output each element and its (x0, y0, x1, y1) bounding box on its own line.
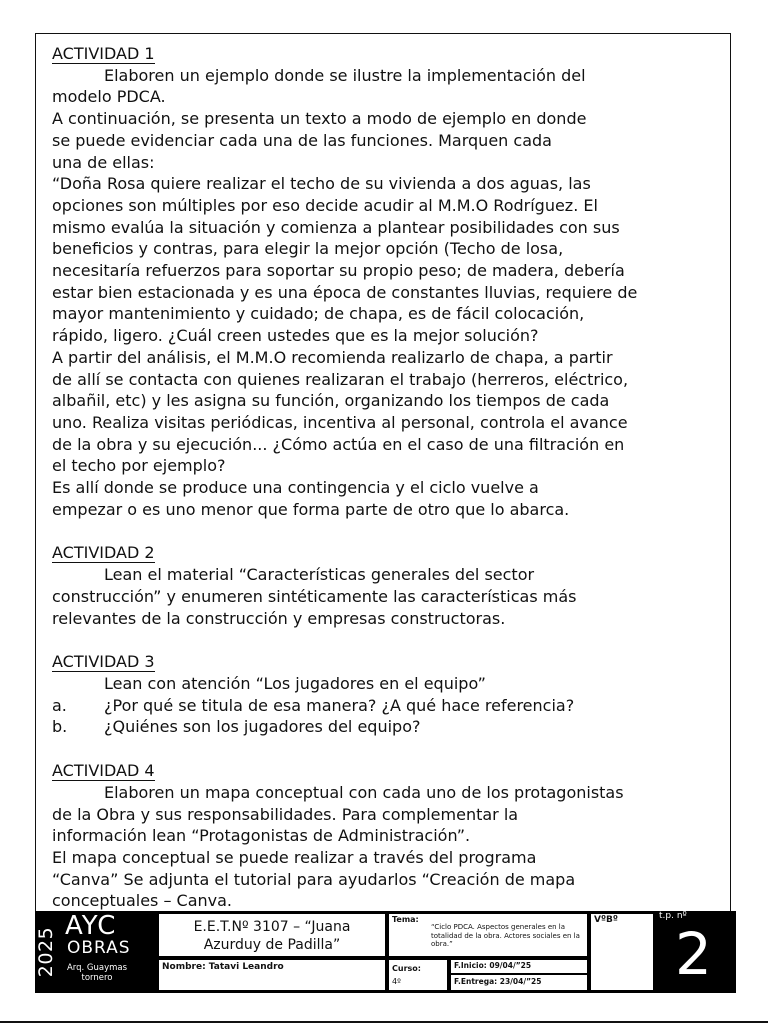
text-line: Lean el material “Características generales del sector (104, 565, 535, 585)
text-line: necesitaría refuerzos para soportar su propio peso; de madera, debería (52, 261, 625, 281)
title-block (35, 911, 736, 993)
start-date: F.Inicio: 09/04/”25 (451, 960, 587, 973)
text-line: de la obra y su ejecución... ¿Cómo actúa en el caso de una filtración en (52, 434, 625, 454)
text-line: beneficios y contras, para elegir la mejor opción (Techo de losa, (52, 239, 564, 259)
text-line: empezar o es uno menor que forma parte de otro que lo abarca. (52, 499, 570, 519)
activity-heading: ACTIVIDAD 4 (52, 761, 155, 781)
text-line: A continuación, se presenta un texto a modo de ejemplo en donde (52, 109, 587, 129)
text-line: A partir del análisis, el M.M.O recomienda realizarlo de chapa, a partir (52, 347, 613, 367)
text-line: conceptuales – Canva. (52, 891, 233, 911)
year-label: 2025 (35, 926, 57, 978)
text-line: relevantes de la construcción y empresas constructoras. (52, 608, 506, 628)
approval-box: VºBº (591, 914, 653, 990)
topic-text: “Ciclo PDCA. Aspectos generales en la totalidad de la obra. Actores sociales en la obra.” (431, 923, 580, 948)
list-marker: b. (52, 717, 68, 737)
document-body (52, 43, 662, 912)
due-date: F.Entrega: 23/04/”25 (451, 975, 587, 990)
text-line: Elaboren un ejemplo donde se ilustre la implementación del (104, 65, 586, 85)
text-line: “Canva” Se adjunta el tutorial para ayudarlos “Creación de mapa (52, 869, 576, 889)
section-gap (52, 738, 662, 760)
bottom-rule (0, 1021, 768, 1023)
heading-line (52, 43, 662, 65)
text-line: uno. Realiza visitas periódicas, incentiva al personal, controla el avance (52, 412, 628, 432)
text-line: de la Obra y sus responsabilidades. Para complementar la (52, 804, 519, 824)
school-box (159, 914, 385, 956)
section-gap (52, 629, 662, 651)
list-item (52, 716, 662, 738)
activity-heading: ACTIVIDAD 1 (52, 44, 155, 63)
tp-number: 2 (675, 920, 712, 988)
list-text: ¿Quiénes son los jugadores del equipo? (104, 717, 421, 737)
text-line: albañil, etc) y les asigna su función, organizando los tiempos de cada (52, 391, 610, 411)
student-name: Nombre: Tatavi Leandro (159, 960, 385, 990)
text-line: una de ellas: (52, 152, 155, 172)
text-line: de allí se contacta con quienes realizaran el trabajo (herreros, eléctrico, (52, 369, 629, 389)
activity-heading: ACTIVIDAD 2 (52, 543, 155, 563)
list-text: ¿Por qué se titula de esa manera? ¿A qué hace referencia? (104, 695, 575, 715)
list-marker: a. (52, 695, 67, 715)
list-item (52, 695, 662, 717)
text-line: estar bien estacionada y es una época de constantes lluvias, requiere de (52, 282, 638, 302)
text-line: “Doña Rosa quiere realizar el techo de su vivienda a dos aguas, las (52, 174, 591, 194)
logo-ayc: AYC (65, 911, 117, 941)
text-line: información lean “Protagonistas de Administración”. (52, 826, 471, 846)
course-value: 4º (392, 977, 401, 986)
text-line: rápido, ligero. ¿Cuál creen ustedes que es la mejor solución? (52, 326, 539, 346)
logo-caption: Arq. Guaymas tornero (66, 963, 128, 983)
topic-box (389, 914, 587, 956)
text-line: el techo por ejemplo? (52, 456, 226, 476)
text-line: opciones son múltiples por eso decide acudir al M.M.O Rodríguez. El (52, 195, 598, 215)
logo-obras: OBRAS (67, 938, 131, 958)
section-gap (52, 520, 662, 542)
text-line: Elaboren un mapa conceptual con cada uno de los protagonistas (104, 782, 624, 802)
text-line: mismo evalúa la situación y comienza a plantear posibilidades con sus (52, 217, 620, 237)
heading-line (52, 651, 662, 673)
school-line-2: Azurduy de Padilla” (203, 937, 341, 953)
heading-line (52, 760, 662, 782)
text-line: mayor mantenimiento y cuidado; de chapa, es de fácil colocación, (52, 304, 585, 324)
text-line: Es allí donde se produce una contingencia y el ciclo vuelve a (52, 478, 539, 498)
course-label: Curso: (392, 964, 421, 973)
text-line: El mapa conceptual se puede realizar a través del programa (52, 847, 537, 867)
topic-label: Tema: (392, 915, 419, 924)
heading-line (52, 542, 662, 564)
activity-heading: ACTIVIDAD 3 (52, 652, 155, 672)
text-line: se puede evidenciar cada una de las funciones. Marquen cada (52, 130, 552, 150)
school-line-1: E.E.T.Nº 3107 – “Juana (193, 919, 351, 935)
tp-label: t.p. nº (659, 911, 687, 921)
text-line: modelo PDCA. (52, 87, 166, 107)
text-line: construcción” y enumeren sintéticamente las características más (52, 586, 577, 606)
course-box (389, 960, 447, 990)
text-line: Lean con atención “Los jugadores en el equipo” (104, 673, 486, 693)
